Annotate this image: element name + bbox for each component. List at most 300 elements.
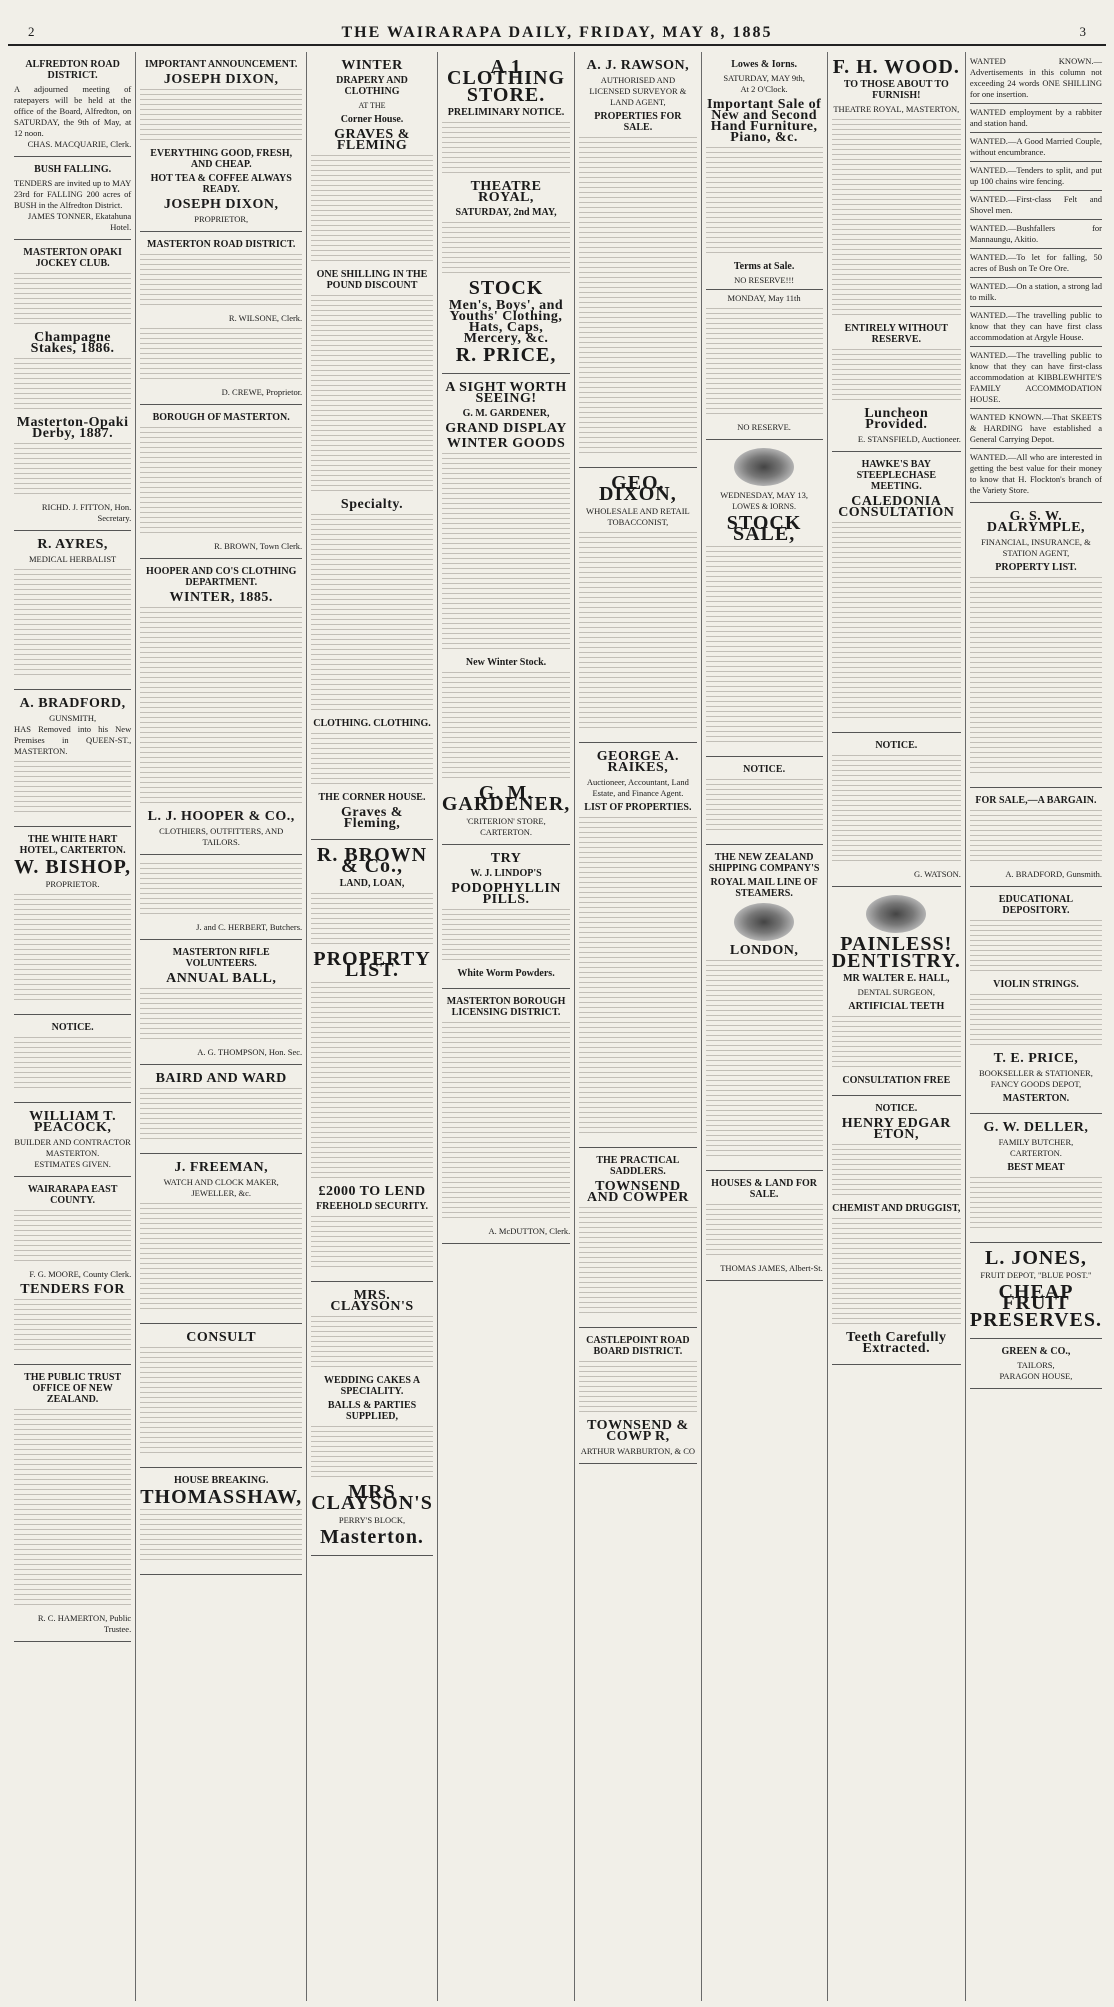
ad-heading: £2000 TO LEND	[318, 1184, 426, 1199]
ad-signature: CHAS. MACQUARIE, Clerk.	[27, 139, 132, 149]
ad-signature: R. WILSONE, Clerk.	[228, 313, 303, 323]
text-block	[579, 137, 696, 457]
ad-heading: ALFREDTON ROAD DISTRICT.	[25, 59, 120, 81]
ad-heading: BOROUGH OF MASTERTON.	[152, 412, 290, 423]
ad-hooper	[140, 559, 302, 855]
ad-subheading: Auctioneer, Accountant, Land Estate, and Finance Agent.	[586, 777, 689, 798]
ad-subheading: PARAGON HOUSE,	[999, 1371, 1073, 1381]
ad-heading: PROPERTY LIST.	[313, 948, 431, 981]
wanted-item: WANTED.—Tenders to split, and put up 100 chains wire fencing.	[969, 165, 1102, 186]
ad-heading: WINTER, 1885.	[169, 590, 273, 605]
wanted-item: WANTED.—To let for falling, 50 acres of Bush on Te Ore Ore.	[969, 252, 1102, 273]
ad-subheading: Men's, Boys', and Youths' Clothing, Hats, Caps, Mercery, &c.	[448, 298, 564, 346]
ad-subheading: FREEHOLD SECURITY.	[316, 1201, 428, 1212]
ad-heading: WAIRARAPA EAST COUNTY.	[27, 1184, 118, 1206]
text-block	[311, 295, 433, 495]
ad-wood	[832, 52, 961, 452]
ad-subheading: ARTHUR WARBURTON, & CO	[580, 1446, 696, 1456]
ad-signature: F. G. MOORE, County Clerk.	[29, 1269, 132, 1279]
ad-subheading: WEDDING CAKES A SPECIALITY.	[323, 1375, 421, 1397]
text-block	[832, 1144, 961, 1199]
ad-a1-clothing	[442, 52, 570, 374]
ad-subheading: FANCY GOODS DEPOT,	[990, 1079, 1082, 1089]
text-block	[579, 1207, 696, 1317]
text-block	[832, 349, 961, 404]
text-block	[970, 920, 1102, 975]
text-block	[706, 308, 823, 418]
ad-heading: HOOPER AND CO'S CLOTHING DEPARTMENT.	[146, 566, 297, 588]
column-8	[965, 52, 1106, 2001]
ad-subheading: DRAPERY AND CLOTHING	[336, 75, 408, 97]
ad-subheading: Terms at Sale.	[733, 261, 795, 272]
ad-castlepoint	[579, 1328, 696, 1464]
ad-rawson	[579, 52, 696, 468]
ad-heading: WINTER GOODS	[446, 436, 566, 451]
divider	[970, 408, 1102, 409]
ad-heading: TENDERS FOR	[20, 1282, 125, 1297]
text-block	[832, 522, 961, 722]
ad-heading: TOWNSEND & COWP R,	[587, 1418, 689, 1444]
text-block	[14, 1210, 131, 1265]
wanted-item: WANTED.—All who are interested in getting the best value for their money to know that H. Flockton's branch of the Variety Store.	[969, 452, 1102, 495]
ad-road-district	[140, 232, 302, 405]
ad-bradford	[14, 690, 131, 827]
column-7	[827, 52, 965, 2001]
ad-heading: Graves & Fleming,	[341, 805, 403, 831]
ad-subheading: AT THE	[358, 101, 386, 110]
ad-heading: F. H. WOOD.	[832, 56, 960, 78]
ad-heading: HENRY EDGAR ETON,	[841, 1116, 951, 1142]
ad-heading: G. M. GARDENER,	[441, 782, 571, 815]
wanted-item: WANTED.—On a station, a strong lad to milk.	[969, 281, 1102, 302]
wanted-item: WANTED KNOWN.—That SKEETS & HARDING have established a General Carrying Depot.	[969, 412, 1102, 444]
wanted-item: WANTED KNOWN.—Advertisements in this column not exceeding 24 words ONE SHILLING for one insertion.	[969, 56, 1102, 99]
ad-heading: GRAND DISPLAY	[445, 421, 567, 436]
text-block	[442, 453, 570, 653]
ad-heading: WINTER	[341, 58, 403, 73]
ad-subheading: SATURDAY, 2nd MAY,	[455, 207, 557, 218]
ad-signature: JAMES TONNER, Ekatahuna Hotel.	[27, 211, 132, 232]
text-block	[140, 607, 302, 807]
ad-heading: EDUCATIONAL DEPOSITORY.	[998, 894, 1074, 916]
ad-subheading: G. M. GARDENER,	[462, 408, 550, 419]
text-block	[970, 810, 1102, 865]
ad-subheading: VIOLIN STRINGS.	[993, 979, 1079, 990]
text-block	[311, 514, 433, 714]
text-block	[140, 89, 302, 144]
ad-dixon	[140, 52, 302, 232]
ad-heading: NOTICE.	[875, 1103, 918, 1114]
text-block	[832, 755, 961, 865]
column-4	[437, 52, 574, 2001]
column-6	[701, 52, 827, 2001]
ad-winter-drapery	[311, 52, 433, 840]
ad-subheading: WATCH AND CLOCK MAKER, JEWELLER, &c.	[163, 1177, 279, 1198]
text-block	[832, 1016, 961, 1071]
wanted-item: WANTED employment by a rabbiter and station hand.	[969, 107, 1102, 128]
ad-heading: A 1 CLOTHING	[447, 56, 566, 89]
ad-heading: NOTICE.	[51, 1022, 94, 1033]
divider	[970, 219, 1102, 220]
ad-heading: PRESERVES.	[969, 1309, 1102, 1331]
ad-subheading: WEDNESDAY, MAY 13,	[720, 490, 808, 500]
text-block	[140, 427, 302, 537]
ad-subheading: THE PRACTICAL SADDLERS.	[596, 1155, 680, 1177]
wanted-item: WANTED.—Bushfallers for Mannaungu, Akitio.	[969, 223, 1102, 244]
ad-wanted-list	[970, 52, 1102, 503]
ad-educational	[970, 887, 1102, 1114]
ad-freeman	[140, 1154, 302, 1324]
ad-subheading: MR WALTER E. HALL,	[843, 973, 950, 984]
ad-heading: WILLIAM T. PEACOCK,	[29, 1109, 117, 1135]
column-1	[10, 52, 135, 2001]
column-5	[574, 52, 700, 2001]
ad-heading: STOCK SALE,	[726, 512, 802, 545]
ad-raikes	[579, 743, 696, 1148]
ad-subheading: CARTERTON.	[480, 827, 533, 837]
sheep-illustration-icon	[734, 448, 794, 486]
ad-heading: HOUSE BREAKING.	[173, 1475, 269, 1486]
ad-heading: L. JONES,	[985, 1247, 1087, 1269]
ad-heading: A. J. RAWSON,	[586, 58, 690, 73]
divider	[970, 306, 1102, 307]
ad-heading: A SIGHT WORTH SEEING!	[445, 380, 567, 406]
text-block	[442, 222, 570, 277]
ad-heading: NOTICE.	[875, 740, 918, 751]
ad-rbrown	[311, 840, 433, 1282]
text-block	[832, 1218, 961, 1328]
ad-subheading: NO RESERVE.	[737, 422, 791, 432]
ad-peacock	[14, 1103, 131, 1177]
ad-subheading: 'CRITERION' STORE,	[466, 816, 546, 826]
text-block	[14, 1037, 131, 1092]
text-block	[442, 672, 570, 782]
ad-heading: LONDON,	[729, 943, 799, 958]
ad-heading: PODOPHYLLIN PILLS.	[451, 881, 561, 907]
ad-dalrymple	[970, 503, 1102, 788]
ad-heading: R. PRICE,	[455, 344, 557, 366]
ad-subheading: THEATRE ROYAL, MASTERTON,	[833, 104, 960, 114]
ad-eton	[832, 1096, 961, 1365]
ad-licensing	[442, 989, 570, 1244]
ad-townsend	[579, 1148, 696, 1328]
ad-heading: NOTICE.	[743, 764, 786, 775]
ad-heading: TRY	[490, 851, 522, 866]
ad-heading: MASTERTON RIFLE VOLUNTEERS.	[172, 947, 270, 969]
ad-heading: T. E. PRICE,	[993, 1051, 1079, 1066]
ad-heading: THE NEW ZEALAND SHIPPING COMPANY'S	[708, 852, 820, 874]
divider	[970, 161, 1102, 162]
wanted-item: WANTED.—The travelling public to know that they can have first class accommodation at Argyle House.	[969, 310, 1102, 342]
text-block	[706, 960, 823, 1160]
ad-subheading: Masterton-Opaki Derby, 1887.	[16, 415, 129, 441]
ad-heading: G. S. W. DALRYMPLE,	[986, 509, 1086, 535]
ad-lowes-furniture	[706, 52, 823, 440]
divider	[970, 277, 1102, 278]
ad-heading: IMPORTANT ANNOUNCEMENT.	[144, 59, 298, 70]
ad-subheading: MONDAY, May 11th	[727, 293, 801, 303]
ad-signature: R. BROWN, Town Clerk.	[214, 541, 303, 551]
ad-subheading: AUTHORISED AND LICENSED SURVEYOR & LAND AGENT,	[589, 75, 687, 107]
ad-subheading: ARTIFICIAL TEETH	[848, 1001, 945, 1012]
ad-subheading: BEST MEAT	[1007, 1162, 1065, 1173]
ad-gardener	[442, 374, 570, 845]
text-block	[14, 761, 131, 816]
ad-subheading: ESTIMATES GIVEN.	[34, 1159, 111, 1169]
ad-body: HAS Removed into his New Premises in QUEEN-ST., MASTERTON.	[14, 724, 132, 756]
ad-herbert	[140, 855, 302, 940]
ad-geo-dixon	[579, 468, 696, 743]
text-block	[442, 909, 570, 964]
ad-deller	[970, 1114, 1102, 1243]
ad-subheading: White Worm Powders.	[457, 968, 555, 979]
newspaper-title: THE WAIRARAPA DAILY, FRIDAY, MAY 8, 1885	[341, 24, 773, 41]
ad-heading: STORE.	[466, 84, 546, 106]
ad-subheading: GUNSMITH,	[49, 713, 97, 723]
ad-signature: R. C. HAMERTON, Public Trustee.	[37, 1613, 132, 1634]
ad-body: TENDERS are invited up to MAY 23rd for FALLING 200 acres of BUSH in the Alfredton District.	[14, 178, 132, 210]
wanted-item: WANTED.—First-class Felt and Shovel men.	[969, 194, 1102, 215]
ad-heading: JOSEPH DIXON,	[163, 72, 279, 87]
text-block	[140, 988, 302, 1043]
ad-subheading: PROPRIETOR.	[45, 879, 100, 889]
text-block	[14, 894, 131, 1004]
divider	[970, 248, 1102, 249]
text-block	[14, 273, 131, 328]
text-block	[14, 1299, 131, 1354]
text-block	[311, 155, 433, 265]
ad-heading: THOMASSHAW,	[140, 1486, 303, 1508]
ad-public-trust	[14, 1365, 131, 1642]
ad-jockey-club	[14, 240, 131, 531]
ad-baird-ward	[140, 1065, 302, 1154]
ad-subheading: ENTIRELY WITHOUT RESERVE.	[844, 323, 948, 345]
ad-subheading: Champagne Stakes, 1886.	[30, 330, 115, 356]
ad-heading: GREEN & CO.,	[1001, 1346, 1071, 1357]
ad-signature: G. WATSON.	[914, 869, 961, 879]
ad-heading: HOUSES & LAND FOR SALE.	[711, 1178, 818, 1200]
ad-east-county	[14, 1177, 131, 1365]
text-block	[311, 893, 433, 948]
wanted-item: WANTED.—A Good Married Couple, without encumbrance.	[969, 136, 1102, 157]
columns	[10, 52, 1106, 2001]
text-block	[311, 1316, 433, 1371]
ad-subheading: WHOLESALE AND RETAIL TOBACCONIST,	[586, 506, 690, 527]
ad-jones	[970, 1243, 1102, 1339]
ad-subheading: CLOTHING. CLOTHING.	[313, 718, 431, 729]
page-number-left: 2	[28, 24, 35, 39]
ad-heading: MRS. CLAYSON'S	[330, 1288, 414, 1314]
ad-heading: ANNUAL BALL,	[166, 971, 277, 986]
ad-subheading: MASTERTON.	[45, 1148, 100, 1158]
divider	[970, 346, 1102, 347]
steamship-illustration-icon	[734, 903, 794, 941]
ad-heading: CHEAP FRUIT	[998, 1281, 1074, 1314]
ad-bargain	[970, 788, 1102, 887]
text-block	[706, 147, 823, 257]
text-block	[706, 779, 823, 834]
ad-heading: HAWKE'S BAY STEEPLECHASE MEETING.	[856, 459, 937, 492]
ad-heading: Important Sale of New and Second Hand Furniture, Piano, &c.	[706, 97, 822, 145]
ad-subheading: HOT TEA & COFFEE ALWAYS READY.	[150, 173, 292, 195]
ad-shipping	[706, 845, 823, 1171]
ad-notice-poison	[706, 757, 823, 845]
ad-heading: CASTLEPOINT ROAD BOARD DISTRICT.	[586, 1335, 690, 1357]
ad-subheading: PERRY'S BLOCK,	[338, 1515, 406, 1525]
text-block	[140, 863, 302, 918]
ad-borough	[140, 405, 302, 559]
ad-heading: THE WHITE HART HOTEL, CARTERTON.	[19, 834, 126, 856]
teeth-illustration-icon	[866, 895, 926, 933]
text-block	[832, 119, 961, 319]
text-block	[442, 122, 570, 177]
ad-heading: THE PUBLIC TRUST OFFICE OF NEW ZEALAND.	[24, 1372, 122, 1405]
ad-signature: RICHD. J. FITTON, Hon. Secretary.	[41, 502, 132, 523]
text-block	[970, 994, 1102, 1049]
divider	[970, 132, 1102, 133]
text-block	[311, 1216, 433, 1271]
ad-subheading: ROYAL MAIL LINE OF STEAMERS.	[710, 877, 818, 899]
ad-heading: MASTERTON ROAD DISTRICT.	[146, 239, 296, 250]
divider	[706, 289, 823, 290]
ad-subheading: PROPRIETOR,	[194, 214, 249, 224]
ad-heading: THEATRE ROYAL,	[470, 179, 542, 205]
ad-heading: PAINLESS!	[840, 933, 953, 955]
ad-heading: FOR SALE,—A BARGAIN.	[975, 795, 1097, 806]
ad-subheading: CLOTHIERS, OUTFITTERS, AND TAILORS.	[159, 826, 284, 847]
ad-heading: Teeth Carefully Extracted.	[846, 1330, 947, 1356]
ad-heading: GEO. DIXON,	[599, 472, 677, 505]
ad-heading: J. FREEMAN,	[174, 1160, 269, 1175]
text-block	[311, 982, 433, 1182]
text-block	[140, 328, 302, 383]
ad-alfredton	[14, 52, 131, 157]
ad-subheading: CHEMIST AND DRUGGIST,	[832, 1203, 961, 1214]
ad-heading: MASTERTON BOROUGH LICENSING DISTRICT.	[446, 996, 566, 1018]
ad-signature: A. BRADFORD, Gunsmith.	[1005, 869, 1102, 879]
ad-heading: DENTISTRY.	[831, 950, 961, 972]
ad-clayson	[311, 1282, 433, 1556]
ad-subheading: BALLS & PARTIES SUPPLIED,	[327, 1400, 417, 1422]
ad-heading: R. AYRES,	[37, 537, 108, 552]
ad-signature: J. and C. HERBERT, Butchers.	[196, 922, 303, 932]
ad-white-hart	[14, 827, 131, 1015]
ad-heading: MRS CLAYSON'S	[311, 1481, 433, 1514]
ad-subheading: PROPERTIES FOR SALE.	[594, 111, 682, 133]
ad-consult	[140, 1324, 302, 1468]
text-block	[14, 443, 131, 498]
ad-lindop	[442, 845, 570, 989]
ad-heading: CONSULT	[186, 1330, 257, 1345]
text-block	[140, 254, 302, 309]
ad-subheading: FAMILY BUTCHER,	[998, 1137, 1074, 1147]
ad-green	[970, 1339, 1102, 1389]
ad-subheading: DENTAL SURGEON,	[857, 987, 935, 997]
text-block	[140, 1203, 302, 1313]
ad-subheading: FINANCIAL, INSURANCE, & STATION AGENT,	[981, 537, 1091, 558]
text-block	[140, 1509, 302, 1564]
text-block	[970, 1177, 1102, 1232]
ad-subheading: MASTERTON.	[1002, 1093, 1070, 1104]
ad-heading: BUSH FALLING.	[34, 164, 112, 175]
ad-signature: A. McDUTTON, Clerk.	[488, 1226, 571, 1236]
ad-subheading: SATURDAY, MAY 9th,	[723, 73, 805, 83]
ad-rifle-ball	[140, 940, 302, 1065]
ad-subheading: BOOKSELLER & STATIONER,	[979, 1068, 1093, 1078]
text-block	[970, 577, 1102, 777]
ad-heading: JOSEPH DIXON,	[163, 197, 279, 212]
ad-subheading: ONE SHILLING IN THE POUND DISCOUNT	[316, 269, 428, 291]
text-block	[579, 817, 696, 1137]
text-block	[311, 1426, 433, 1481]
ad-notice-watson	[832, 733, 961, 887]
ad-hawkes-bay	[832, 452, 961, 733]
text-block	[140, 1347, 302, 1457]
ad-subheading: MEDICAL HERBALIST	[28, 554, 117, 564]
ad-notice	[14, 1015, 131, 1103]
ad-subheading: LAND, LOAN,	[339, 878, 405, 889]
ad-signature: THOMAS JAMES, Albert-St.	[720, 1263, 823, 1273]
ad-heading: R. BROWN & Co.,	[316, 844, 428, 877]
ad-stock-sale	[706, 440, 823, 757]
masthead	[8, 0, 1106, 46]
divider	[970, 190, 1102, 191]
text-block	[706, 1204, 823, 1259]
ad-signature: D. CREWE, Proprietor.	[221, 387, 303, 397]
divider	[970, 103, 1102, 104]
ad-subheading: PRELIMINARY NOTICE.	[447, 107, 565, 118]
ad-heading: W. BISHOP,	[14, 856, 132, 878]
ad-heading: Luncheon Provided.	[864, 406, 929, 432]
ad-subheading: Corner House.	[340, 114, 404, 125]
ad-heading: L. J. HOOPER & CO.,	[147, 809, 295, 824]
ad-heading: Masterton.	[320, 1526, 424, 1548]
text-block	[14, 569, 131, 679]
page-number-right: 3	[1079, 24, 1086, 39]
ad-subheading: New Winter Stock.	[465, 657, 547, 668]
ad-subheading: BUILDER AND CONTRACTOR	[14, 1137, 131, 1147]
column-2	[135, 52, 306, 2001]
ad-heading: Specialty.	[340, 497, 404, 512]
ad-subheading: TO THOSE ABOUT TO FURNISH!	[843, 79, 949, 101]
ad-heading: BAIRD AND WARD	[155, 1071, 287, 1086]
ad-signature: E. STANSFIELD, Auctioneer.	[857, 434, 961, 444]
ad-subheading: CONSULTATION FREE	[842, 1075, 951, 1086]
ad-body: A adjourned meeting of ratepayers will be held at the office of the Board, Alfredton, on SATURDAY, the 9th of May, at 12 noon.	[14, 84, 132, 138]
ad-bush-falling	[14, 157, 131, 240]
ad-heading: Lowes & Iorns.	[731, 59, 798, 70]
ad-heading: GRAVES & FLEMING	[334, 127, 410, 153]
text-block	[14, 358, 131, 413]
ad-houses	[706, 1171, 823, 1281]
ad-subheading: THE CORNER HOUSE.	[318, 792, 426, 803]
ad-dentistry	[832, 887, 961, 1096]
divider	[970, 448, 1102, 449]
text-block	[14, 1409, 131, 1609]
ad-heading: A. BRADFORD,	[19, 696, 126, 711]
ad-heading: GEORGE A. RAIKES,	[596, 749, 680, 775]
ad-heading: CALEDONIA CONSULTATION	[838, 494, 955, 520]
ad-subheading: At 2 O'Clock.	[740, 84, 788, 94]
ad-subheading: PROPERTY LIST.	[995, 562, 1077, 573]
ad-signature: A. G. THOMPSON, Hon. Sec.	[197, 1047, 303, 1057]
ad-ayres	[14, 531, 131, 690]
ad-subheading: NO RESERVE!!!	[734, 275, 795, 285]
ad-heading: MASTERTON OPAKI JOCKEY CLUB.	[23, 247, 122, 269]
ad-subheading: LOWES & IORNS.	[732, 502, 796, 511]
column-3	[306, 52, 437, 2001]
ad-subheading: TAILORS,	[1017, 1360, 1055, 1370]
